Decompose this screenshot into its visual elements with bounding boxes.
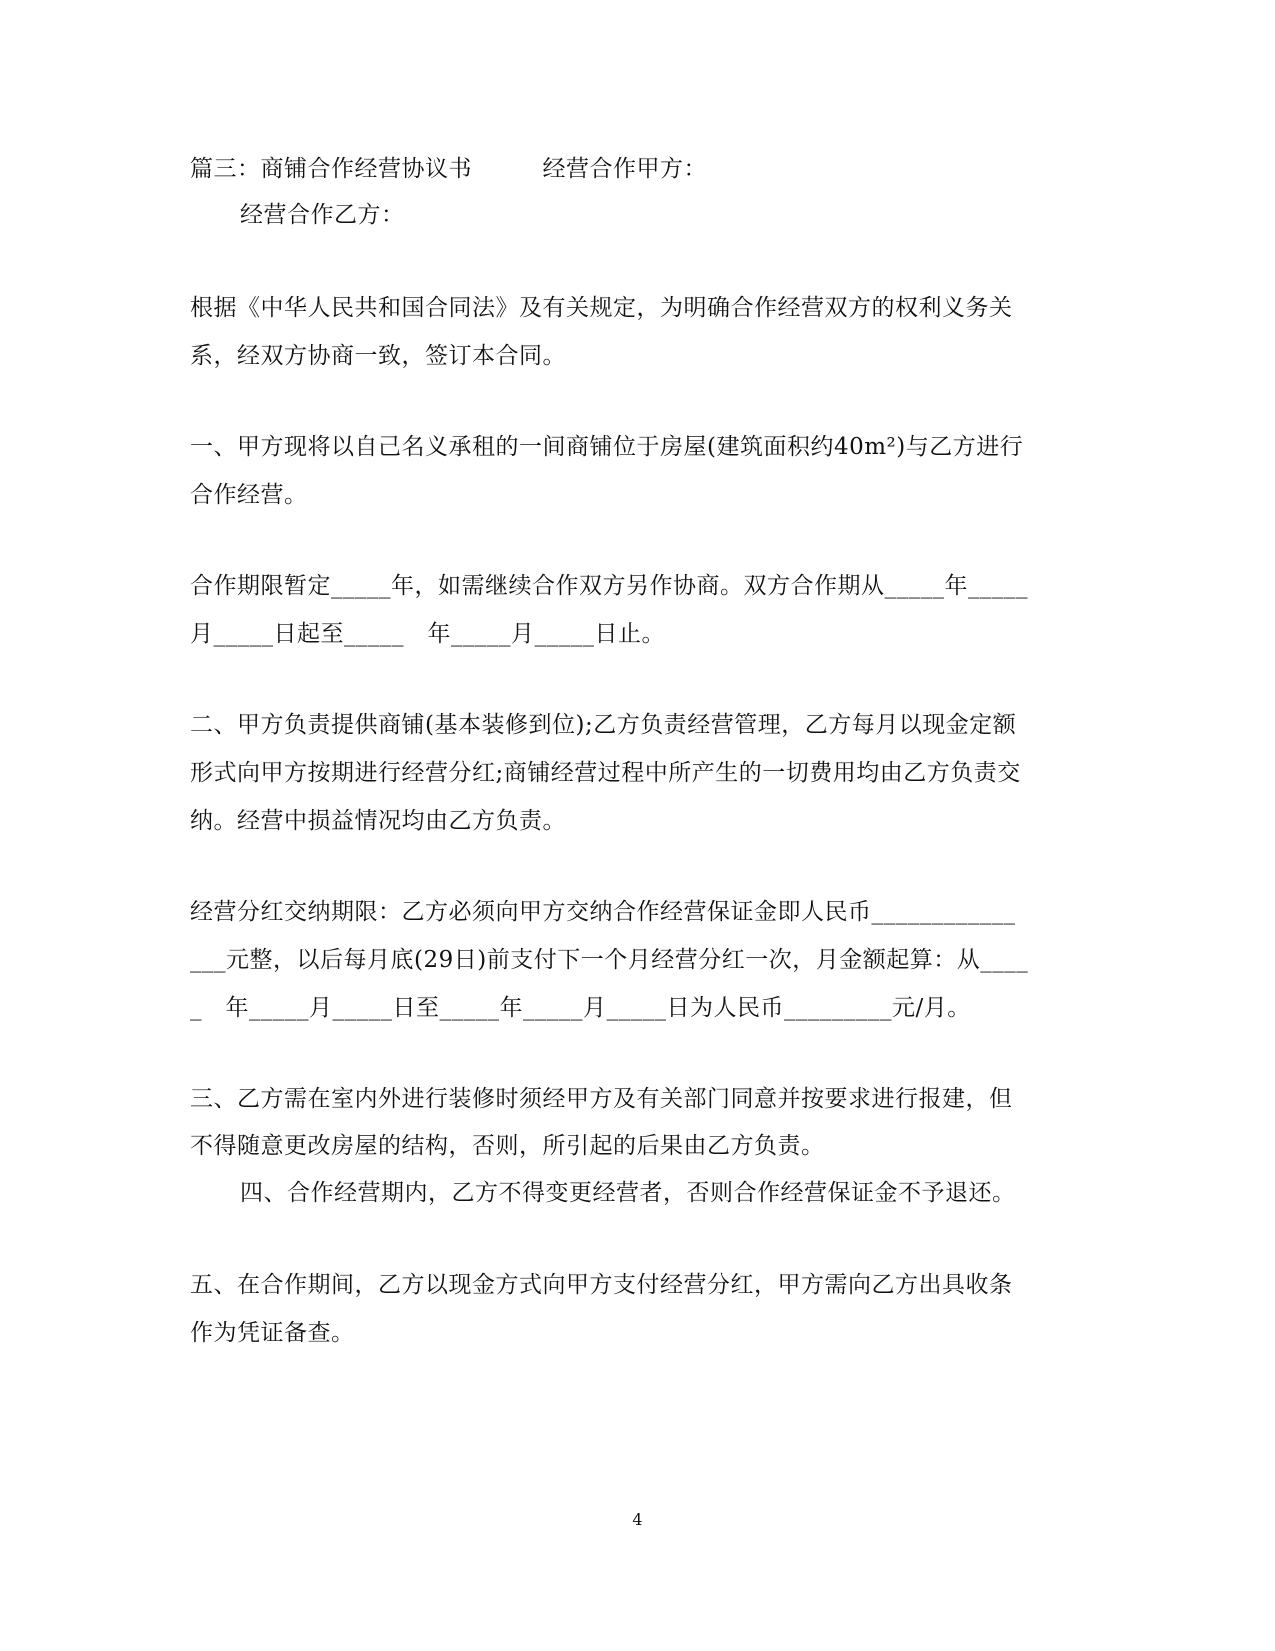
- dividend-line-1: 经营分红交纳期限：乙方必须向甲方交纳合作经营保证金即人民币____________: [190, 899, 1016, 925]
- clause4-line: 四、合作经营期内，乙方不得变更经营者，否则合作经营保证金不予退还。: [240, 1180, 1016, 1206]
- intro-line-2: 系，经双方协商一致，签订本合同。: [190, 343, 566, 369]
- dividend-line-2: ___元整，以后每月底(29日)前支付下一个月经营分红一次，月金额起算：从____: [190, 947, 1029, 973]
- clause2-line-1: 二、甲方负责提供商铺(基本装修到位);乙方负责经营管理，乙方每月以现金定额: [190, 712, 1017, 738]
- intro-line-1: 根据《中华人民共和国合同法》及有关规定，为明确合作经营双方的权利义务关: [190, 295, 1013, 321]
- dividend-line-3: _ 年_____月_____日至_____年_____月_____日为人民币_________元/月。: [190, 995, 971, 1021]
- term-line-2: 月_____日起至_____ 年_____月_____日止。: [190, 621, 665, 647]
- clause1-line-2: 合作经营。: [190, 482, 308, 508]
- clause5-line-1: 五、在合作期间，乙方以现金方式向甲方支付经营分红，甲方需向乙方出具收条: [190, 1272, 1013, 1298]
- clause3-line-1: 三、乙方需在室内外进行装修时须经甲方及有关部门同意并按要求进行报建，但: [190, 1086, 1013, 1112]
- clause5-line-2: 作为凭证备查。: [190, 1320, 355, 1346]
- party-b-line: 经营合作乙方：: [240, 202, 405, 228]
- page-number: 4: [632, 1510, 643, 1529]
- clause2-line-2: 形式向甲方按期进行经营分红;商铺经营过程中所产生的一切费用均由乙方负责交: [190, 760, 1021, 786]
- clause2-line-3: 纳。经营中损益情况均由乙方负责。: [190, 808, 566, 834]
- clause3-line-2: 不得随意更改房屋的结构，否则，所引起的后果由乙方负责。: [190, 1133, 825, 1159]
- term-line-1: 合作期限暂定_____年，如需继续合作双方另作协商。双方合作期从_____年_____: [190, 573, 1028, 599]
- heading-line: 篇三：商铺合作经营协议书 经营合作甲方：: [190, 156, 707, 182]
- clause1-line-1: 一、甲方现将以自己名义承租的一间商铺位于房屋(建筑面积约40m²)与乙方进行: [190, 434, 1024, 460]
